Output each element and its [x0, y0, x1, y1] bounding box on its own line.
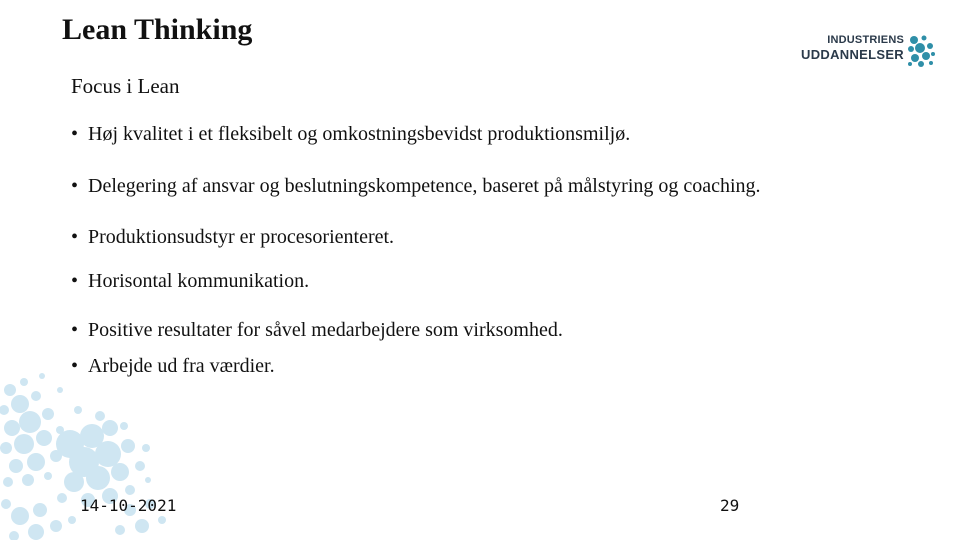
bullet-marker: •	[71, 270, 79, 292]
bullet-text: Horisontal kommunikation.	[88, 270, 310, 292]
bullet-text: Delegering af ansvar og beslutningskompetence, baseret på målstyring og coaching.	[88, 175, 761, 197]
slide-title: Lean Thinking	[62, 13, 253, 46]
industriens-uddannelser-logo	[800, 34, 940, 74]
bullet-text: Produktionsudstyr er procesorienteret.	[88, 226, 395, 248]
logo-line-2: UDDANNELSER	[801, 47, 904, 62]
bullet-item	[71, 353, 275, 379]
bullet-marker: •	[71, 319, 79, 341]
bullet-item	[71, 268, 309, 294]
bullet-item	[71, 224, 394, 250]
bullet-item	[71, 121, 630, 147]
footer-date: 14-10-2021	[80, 496, 177, 515]
bullet-text: Positive resultater for såvel medarbejdere som virksomhed.	[88, 319, 563, 341]
bullet-marker: •	[71, 123, 79, 145]
bullet-marker: •	[71, 355, 79, 377]
bullet-marker: •	[71, 175, 79, 197]
bullet-item	[71, 317, 563, 343]
logo-mark-icon	[906, 34, 936, 68]
logo-line-1: INDUSTRIENS	[827, 34, 904, 46]
page-number: 29	[720, 496, 740, 515]
bullet-text: Høj kvalitet i et fleksibelt og omkostningsbevidst produktionsmiljø.	[88, 123, 631, 145]
bullet-item	[71, 173, 761, 199]
bullet-text: Arbejde ud fra værdier.	[88, 355, 275, 377]
bullet-marker: •	[71, 226, 79, 248]
logo-text	[800, 34, 904, 62]
slide-subtitle: Focus i Lean	[71, 74, 180, 98]
